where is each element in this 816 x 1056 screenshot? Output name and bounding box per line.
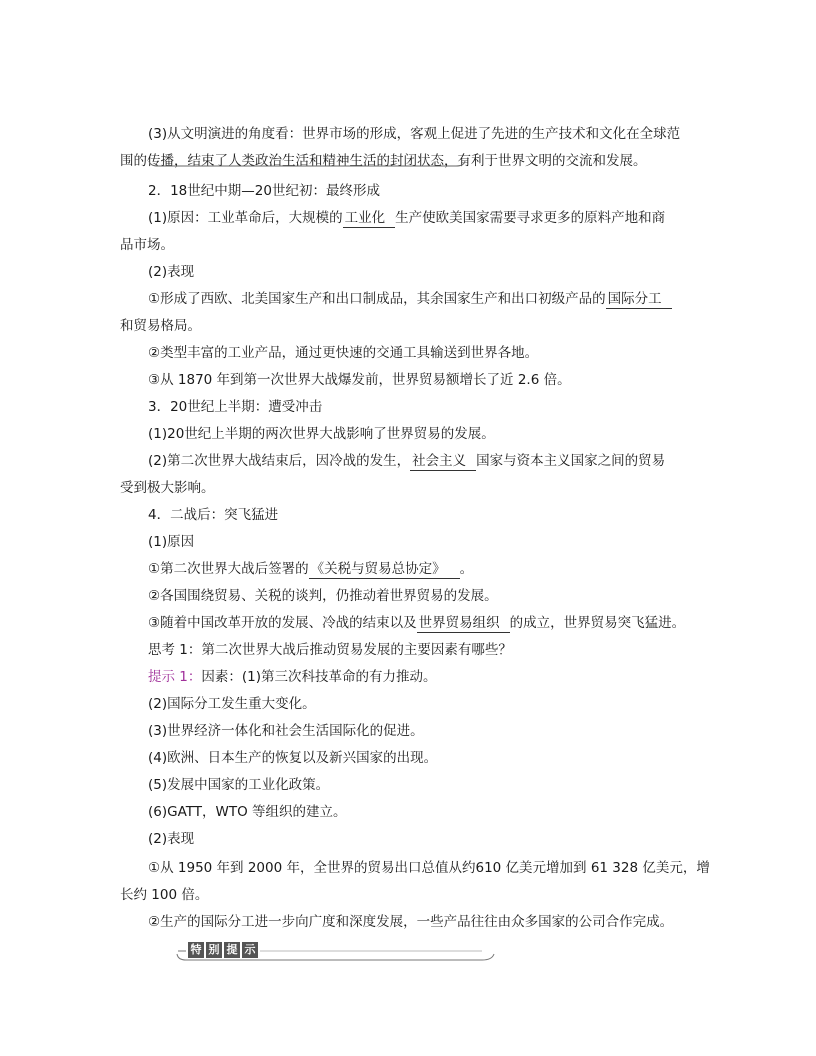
paragraph-line: 受到极大影响。 bbox=[120, 480, 215, 496]
paragraph-line bbox=[148, 613, 696, 633]
text-span: 的成立，世界贸易突飞猛进。 bbox=[509, 615, 686, 631]
paragraph-line: (1)20世纪上半期的两次世界大战影响了世界贸易的发展。 bbox=[148, 426, 495, 442]
text-span: (2)第二次世界大战结束后，因冷战的发生， bbox=[148, 453, 411, 469]
text-span: 生产使欧美国家需要寻求更多的原料产地和商 bbox=[395, 210, 666, 226]
fill-blank-answer: 《关税与贸易总协定》 bbox=[309, 560, 460, 579]
answer-line: (6)GATT，WTO 等组织的建立。 bbox=[148, 804, 347, 820]
answer-line: (3)世界经济一体化和社会生活国际化的促进。 bbox=[148, 723, 424, 739]
paragraph-line: 长约 100 倍。 bbox=[120, 887, 209, 903]
hint-label: 提示 1： bbox=[148, 669, 202, 685]
paragraph-line: 和贸易格局。 bbox=[120, 318, 201, 334]
badge-char: 提 bbox=[224, 942, 240, 958]
badge-characters bbox=[188, 942, 258, 958]
paragraph-line bbox=[148, 559, 696, 579]
badge-char: 特 bbox=[188, 942, 204, 958]
section-heading: 2．18世纪中期—20世纪初：最终形成 bbox=[148, 183, 380, 199]
paragraph-line: 围的传播，结束了人类政治生活和精神生活的封闭状态，有利于世界文明的交流和发展。 bbox=[120, 153, 647, 169]
fill-blank-answer: 世界贸易组织 bbox=[417, 614, 510, 633]
answer-line bbox=[148, 667, 696, 687]
paragraph-line: ③从 1870 年到第一次世界大战爆发前，世界贸易额增长了近 2.6 倍。 bbox=[148, 372, 571, 388]
paragraph-line: 品市场。 bbox=[120, 237, 174, 253]
paragraph-line bbox=[148, 289, 696, 309]
section-divider bbox=[148, 160, 466, 168]
sub-heading: (2)表现 bbox=[148, 831, 195, 847]
text-span: ①形成了西欧、北美国家生产和出口制成品，其余国家生产和出口初级产品的 bbox=[148, 291, 606, 307]
paragraph-line: ②生产的国际分工进一步向广度和深度发展，一些产品往往由众多国家的公司合作完成。 bbox=[148, 914, 674, 930]
paragraph-line bbox=[148, 208, 696, 228]
answer-line: (5)发展中国家的工业化政策。 bbox=[148, 777, 330, 793]
special-tip-badge bbox=[176, 940, 496, 962]
fill-blank-answer: 社会主义 bbox=[410, 452, 476, 471]
answer-line: (4)欧洲、日本生产的恢复以及新兴国家的出现。 bbox=[148, 750, 438, 766]
sub-heading: (2)表现 bbox=[148, 264, 195, 280]
text-span: 国家与资本主义国家之间的贸易 bbox=[476, 453, 666, 469]
fill-blank-answer: 工业化 bbox=[343, 209, 396, 228]
section-heading: 3．20世纪上半期：遭受冲击 bbox=[148, 399, 323, 415]
badge-char: 示 bbox=[242, 942, 258, 958]
fill-blank-answer: 国际分工 bbox=[606, 290, 672, 309]
text-span: ③随着中国改革开放的发展、冷战的结束以及 bbox=[148, 615, 417, 631]
text-span: (1)原因：工业革命后，大规模的 bbox=[148, 210, 343, 226]
question-line: 思考 1：第二次世界大战后推动贸易发展的主要因素有哪些？ bbox=[148, 642, 512, 658]
paragraph-line: ②各国围绕贸易、关税的谈判，仍推动着世界贸易的发展。 bbox=[148, 588, 498, 604]
text-span: 。 bbox=[459, 561, 474, 577]
answer-line: (2)国际分工发生重大变化。 bbox=[148, 696, 316, 712]
badge-char: 别 bbox=[206, 942, 222, 958]
text-span: ①第二次世界大战后签署的 bbox=[148, 561, 309, 577]
sub-heading: (1)原因 bbox=[148, 534, 195, 550]
text-span: 因素：(1)第三次科技革命的有力推动。 bbox=[201, 669, 437, 685]
paragraph-line: ①从 1950 年到 2000 年，全世界的贸易出口总值从约610 亿美元增加到 61 328 亿美元，增 bbox=[148, 860, 710, 876]
paragraph-line: ②类型丰富的工业产品，通过更快速的交通工具输送到世界各地。 bbox=[148, 345, 539, 361]
section-heading: 4．二战后：突飞猛进 bbox=[148, 507, 279, 523]
paragraph-line bbox=[148, 451, 696, 471]
paragraph-line: (3)从文明演进的角度看：世界市场的形成，客观上促进了先进的生产技术和文化在全球范 bbox=[148, 126, 681, 142]
